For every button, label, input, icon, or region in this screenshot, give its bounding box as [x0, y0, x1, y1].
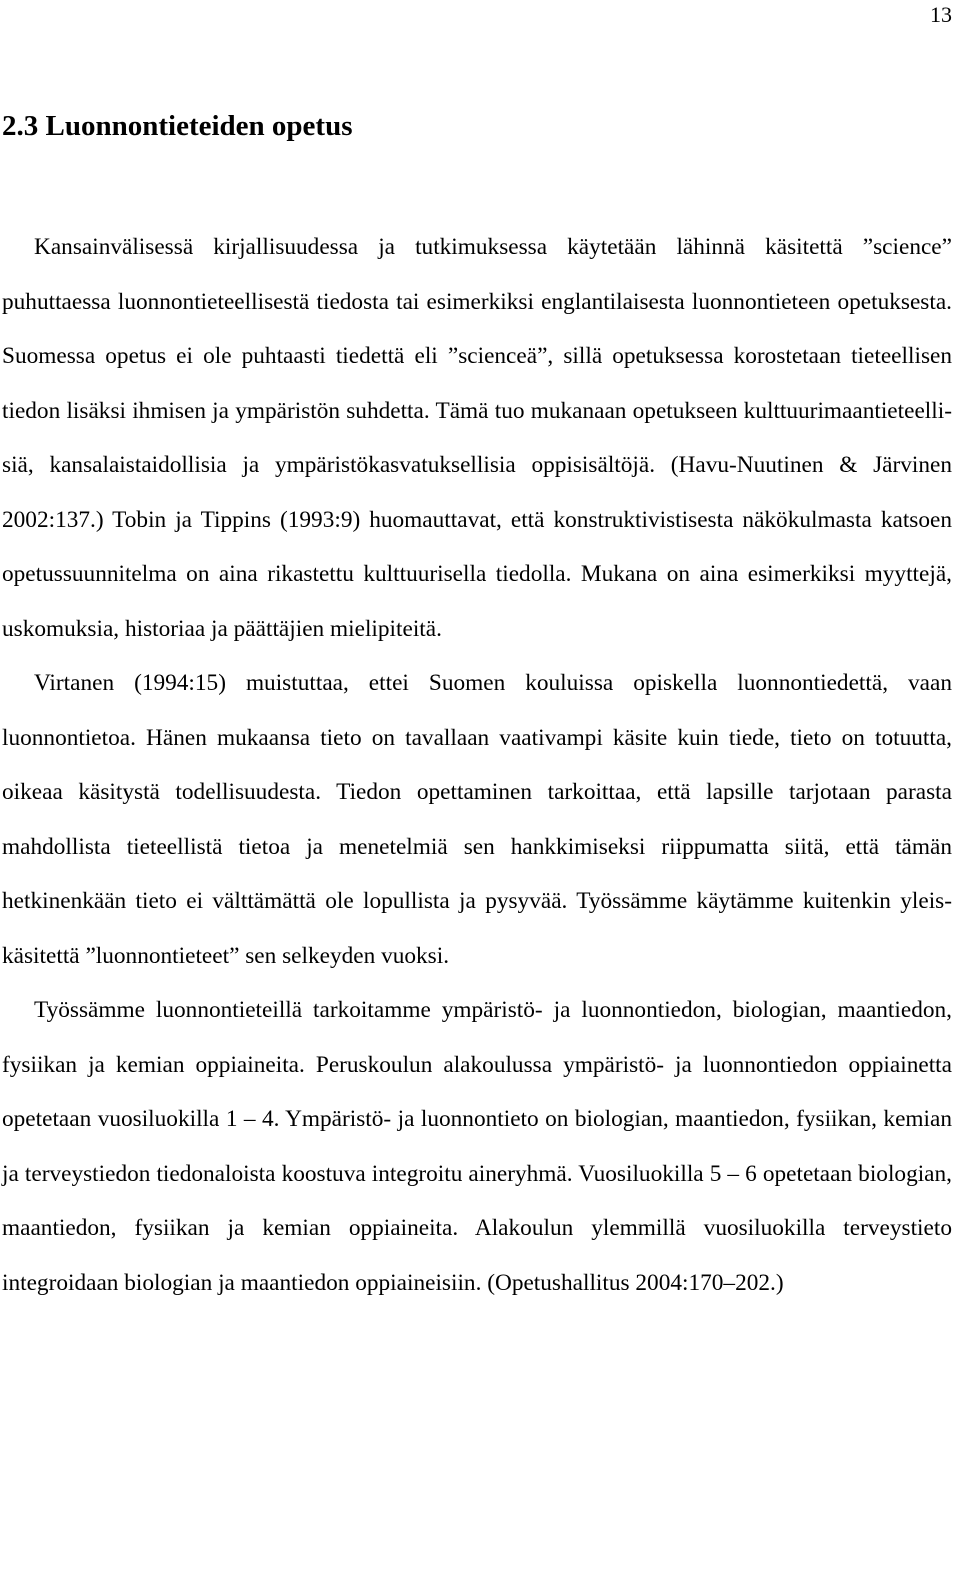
page-number: 13 — [930, 2, 952, 27]
section-heading: 2.3 Luonnontieteiden opetus — [2, 110, 353, 142]
paragraph-3: Työssämme luonnontieteillä tarkoitamme ympäristö- ja luonnontiedon, biologian, maantiedon, fysiikan ja kemian oppiaineita. Peruskoulun alakoulussa ympäristö- ja luonnontiedon oppiainetta opetetaan vuosiluokilla 1 – 4. Ympäristö- ja luonnontieto on biologian, maantiedon, fysiikan, kemian ja terveystiedon tiedonaloista koostuva integroitu aineryhmä. Vuosiluokilla 5 – 6 opetetaan biologian, maantiedon, fysiikan ja kemian oppiaineita. Alakoulun ylemmillä vuosiluokilla terveystieto integroidaan biologian ja maantiedon oppiaineisiin. (Opetushallitus 2004:170–202.) — [2, 997, 952, 1296]
body-text — [2, 220, 952, 1310]
paragraph-1: Kansainvälisessä kirjallisuudessa ja tutkimuksessa käytetään lähinnä käsitettä ”science” puhuttaessa luonnontieteellisestä tiedosta tai esimerkiksi englantilaisesta luonnontieteen opetuksesta. Suomessa opetus ei ole puhtaasti tiedettä eli ”scienceä”, sillä opetuksessa korostetaan tieteellisen tiedon lisäksi ihmisen ja ympäristön suhdetta. Tämä tuo mukanaan opetukseen kulttuurimaantieteellisiä, kansalaistaidollisia ja ympäristökasvatuksellisia oppisisältöjä. (Havu-Nuutinen & Järvinen 2002:137.) Tobin ja Tippins (1993:9) huomauttavat, että konstruktivistisesta näkökulmasta katsoen opetussuunnitelma on aina rikastettu kulttuurisella tiedolla. Mukana on aina esimerkiksi myyttejä, uskomuksia, historiaa ja päättäjien mielipiteitä. — [2, 234, 952, 642]
paragraph-2: Virtanen (1994:15) muistuttaa, ettei Suomen kouluissa opiskella luonnontiedettä, vaan luonnontietoa. Hänen mukaansa tieto on tavallaan vaativampi käsite kuin tiede, tieto on totuutta, oikeaa käsitystä todellisuudesta. Tiedon opettaminen tarkoittaa, että lapsille tarjotaan parasta mahdollista tieteellistä tietoa ja menetelmiä sen hankkimiseksi riippumatta siitä, että tämän hetkinenkään tieto ei välttämättä ole lopullista ja pysyvää. Työssämme käytämme kuitenkin yleiskäsitettä ”luonnontieteet” sen selkeyden vuoksi. — [2, 670, 952, 969]
